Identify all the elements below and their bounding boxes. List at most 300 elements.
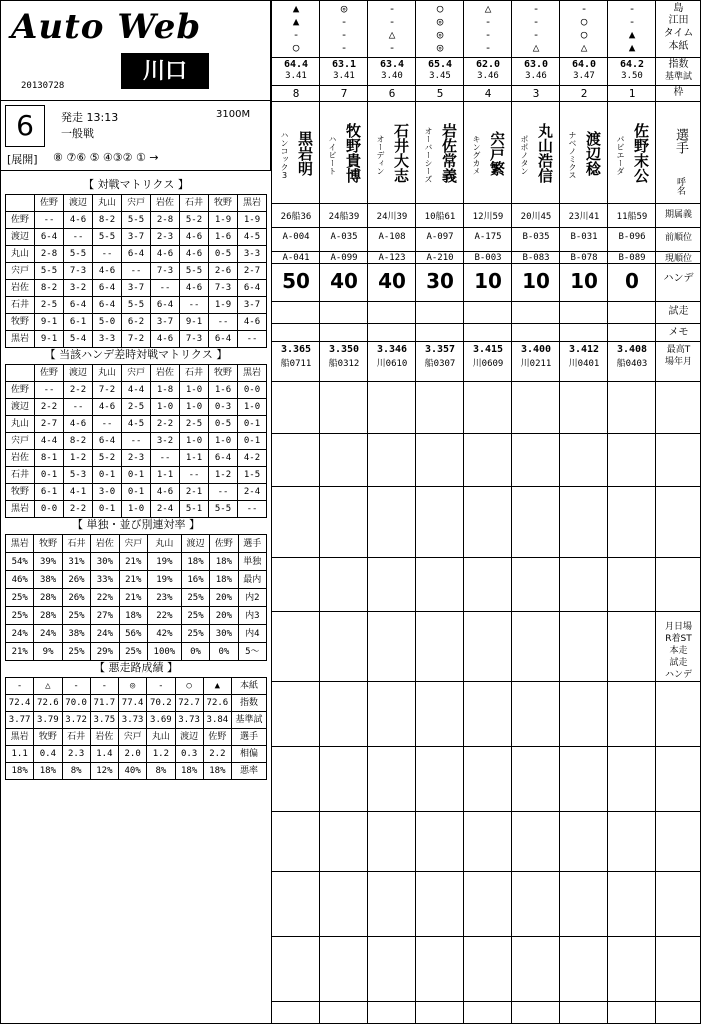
tenkai: ⑧ ⑦⑥ ⑤ ④③② ① → (53, 151, 159, 164)
rate-cell: 20% (210, 589, 238, 607)
bad-index: 指数 (232, 695, 267, 712)
prediction-mark: - (532, 28, 540, 41)
matrix-row (6, 467, 267, 484)
rate-col-header: 渡辺 (181, 535, 209, 553)
matrix-cell: -- (35, 382, 64, 399)
rate-cell: 内2 (238, 589, 266, 607)
waku-number: 1 (628, 87, 636, 100)
matrix-cell: 1-2 (209, 467, 238, 484)
prediction-mark: ▲ (628, 28, 636, 41)
matrix-row (6, 263, 267, 280)
now-rank: A-041 (282, 253, 310, 263)
rider-name: 佐野末公 (632, 123, 650, 183)
matrix-cell: 3-2 (151, 433, 180, 450)
matrix-cell: 0-1 (122, 467, 151, 484)
rate-cell: 28% (34, 589, 62, 607)
rate-cell: 25% (62, 643, 90, 661)
kisei: 24川39 (376, 212, 408, 222)
distance: 3100M (216, 109, 251, 120)
bad-rate: 18% (34, 763, 62, 780)
best-time: 3.412 (568, 344, 600, 355)
prediction-mark: △ (580, 41, 588, 54)
bad-sokan: 0.3 (175, 746, 203, 763)
matrix-cell: 3-7 (151, 314, 180, 331)
label-yobi: 呼名 (675, 177, 685, 195)
matrix-col-header: 岩佐 (151, 195, 180, 212)
matrix-row (6, 229, 267, 246)
rate-col-header: 佐野 (210, 535, 238, 553)
label-race-history: 本走 (669, 646, 688, 656)
venue-badge: 川口 (121, 53, 209, 89)
rate-cell: 28% (34, 607, 62, 625)
bad-rate: 18% (175, 763, 203, 780)
prediction-mark: - (340, 41, 348, 54)
rate-cell: 0% (181, 643, 209, 661)
rate-cell: 21% (6, 643, 34, 661)
bad-rate: 8% (62, 763, 90, 780)
matrix-header-row (6, 365, 267, 382)
rate-cell: 24% (34, 625, 62, 643)
handicap: 10 (570, 269, 598, 293)
prev-rank: A-108 (378, 232, 406, 242)
matrix-cell: 4-6 (180, 246, 209, 263)
rate-header-row (6, 535, 267, 553)
label-kijun: 基準試 (664, 72, 692, 82)
rate-cell: 21% (119, 553, 147, 571)
bad-base: 3.79 (34, 712, 62, 729)
index-value: 63.0 (523, 59, 549, 70)
rate-cell: 24% (91, 625, 119, 643)
waku-number: 5 (436, 87, 444, 100)
matrix-cell: 6-4 (93, 280, 122, 297)
kisei: 12川59 (472, 212, 504, 222)
rider-name: 黒岩明 (296, 130, 314, 176)
index-value: 64.4 (283, 59, 309, 70)
matrix-cell: 2-5 (122, 399, 151, 416)
matrix-cell: 5-4 (64, 331, 93, 348)
best-time: 3.415 (472, 344, 504, 355)
label-now: 現順位 (664, 254, 692, 264)
rider-column (320, 1, 368, 1023)
matrix-cell: 5-3 (64, 467, 93, 484)
matrix-cell: 5-0 (93, 314, 122, 331)
matrix-cell: -- (151, 280, 180, 297)
bad-sokan: 2.2 (203, 746, 231, 763)
rate-cell: 38% (62, 625, 90, 643)
handicap: 0 (625, 269, 639, 293)
label-best: 最高T (666, 345, 691, 355)
matrix-cell: -- (35, 212, 64, 229)
matrix-row-header: 石井 (6, 467, 35, 484)
matrix-cell: -- (238, 501, 267, 518)
label-shiso: 試走 (668, 306, 689, 317)
bad-track-title: 【 悪走路成績 】 (94, 661, 178, 674)
matrix-cell: -- (209, 484, 238, 501)
matrix-row (6, 280, 267, 297)
rider-column (272, 1, 320, 1023)
prediction-mark: - (580, 2, 588, 15)
matrix-cell: -- (64, 229, 93, 246)
matrix-cell: 2-8 (151, 212, 180, 229)
bad-index: 71.7 (90, 695, 118, 712)
rate-cell: 39% (34, 553, 62, 571)
rate-cell: 22% (91, 589, 119, 607)
bad-mark-row (6, 678, 267, 695)
prediction-mark: - (292, 28, 300, 41)
rate-row (6, 625, 267, 643)
matrix-row-header: 牧野 (6, 314, 35, 331)
prediction-mark: △ (484, 2, 492, 15)
prev-rank: A-097 (426, 232, 454, 242)
matrix-cell: 5-5 (64, 246, 93, 263)
matrix-cell: 1-0 (180, 382, 209, 399)
bad-sokan: 2.3 (62, 746, 90, 763)
matrix-col-header: 牧野 (209, 195, 238, 212)
matrix-cell: 4-6 (180, 280, 209, 297)
bad-name: 黒岩 (6, 729, 34, 746)
race-type: 一般戦 (61, 127, 94, 140)
best-date: 船0307 (424, 359, 456, 369)
matrix-row-header: 黒岩 (6, 331, 35, 348)
matrix-cell: 1-0 (122, 501, 151, 518)
matrix-cell: 8-2 (93, 212, 122, 229)
bad-index: 77.4 (119, 695, 147, 712)
rate-cell: 21% (119, 589, 147, 607)
bad-name: 岩佐 (90, 729, 118, 746)
prediction-mark: - (340, 15, 348, 28)
start-time: 発走 13:13 (61, 111, 119, 124)
matrix-cell: 0-1 (122, 484, 151, 501)
bad-base: 3.75 (90, 712, 118, 729)
base-time: 3.41 (285, 71, 307, 81)
rate-cell: 22% (147, 607, 181, 625)
matrix-col-header: 渡辺 (64, 365, 93, 382)
matrix-cell: 6-4 (64, 297, 93, 314)
matrix-cell: 5-5 (180, 263, 209, 280)
matrix-cell: 3-7 (238, 297, 267, 314)
prev-rank: A-175 (474, 232, 502, 242)
bad-name: 佐野 (203, 729, 231, 746)
prediction-mark: - (388, 15, 396, 28)
rate-cell: 25% (181, 607, 209, 625)
matrix-cell: 7-3 (180, 331, 209, 348)
handicap: 10 (522, 269, 550, 293)
matrix-cell: 0-3 (209, 399, 238, 416)
prev-rank: B-096 (618, 232, 646, 242)
matrix-cell: 2-2 (35, 399, 64, 416)
matrix-cell: 6-4 (93, 433, 122, 450)
matrix-col-header: 宍戸 (122, 195, 151, 212)
rate-cell: 19% (147, 553, 181, 571)
matrix-row (6, 297, 267, 314)
bad-name: 牧野 (34, 729, 62, 746)
matrix-cell: 4-6 (238, 314, 267, 331)
handicap: 50 (282, 269, 310, 293)
match-matrix-title: 【 対戦マトリクス 】 (83, 178, 189, 191)
tenkai-label: [展開] (7, 153, 38, 166)
rate-col-header: 選手 (238, 535, 266, 553)
best-date: 船0403 (616, 359, 648, 369)
matrix-cell: 2-7 (35, 416, 64, 433)
matrix-cell: -- (64, 399, 93, 416)
rate-row (6, 553, 267, 571)
bad-index: 70.2 (147, 695, 175, 712)
bad-mark: ○ (175, 678, 203, 695)
matrix-col-header: 宍戸 (122, 365, 151, 382)
matrix-cell: 8-2 (35, 280, 64, 297)
prediction-mark: - (484, 28, 492, 41)
matrix-row (6, 416, 267, 433)
bad-mark: ◎ (119, 678, 147, 695)
matrix-cell: 1-0 (180, 399, 209, 416)
label-best2: 場年月 (664, 357, 692, 367)
matrix-cell: 8-1 (35, 450, 64, 467)
prediction-mark: ▲ (292, 2, 300, 15)
matrix-cell: 0-1 (238, 433, 267, 450)
prediction-mark: - (340, 28, 348, 41)
now-rank: A-210 (426, 253, 454, 263)
bad-mark: - (90, 678, 118, 695)
matrix-cell: -- (180, 467, 209, 484)
label-waku: 枠 (673, 87, 684, 98)
bad-base: 3.77 (6, 712, 34, 729)
rate-cell: 25% (6, 589, 34, 607)
bad-base: 基準試 (232, 712, 267, 729)
matrix-cell: 0-1 (93, 501, 122, 518)
prediction-mark: ○ (580, 28, 588, 41)
matrix-cell: 2-4 (151, 501, 180, 518)
bad-rate: 12% (90, 763, 118, 780)
label-shisu: 指数 (668, 59, 689, 70)
index-value: 64.0 (571, 59, 597, 70)
matrix-cell: 4-6 (64, 416, 93, 433)
matrix-row-header: 宍戸 (6, 263, 35, 280)
label-race-history: 月日場 (664, 622, 692, 632)
rider-nickname: ナベノミクス (568, 131, 577, 179)
rate-cell: 18% (210, 571, 238, 589)
matrix-cell: 6-4 (151, 297, 180, 314)
matrix-row (6, 399, 267, 416)
bad-mark: - (147, 678, 175, 695)
matrix-cell: -- (151, 450, 180, 467)
matrix-cell: 0-0 (35, 501, 64, 518)
rate-cell: 30% (210, 625, 238, 643)
matrix-row-header: 黒岩 (6, 501, 35, 518)
matrix-cell: 4-6 (151, 484, 180, 501)
label-race-history: ハンデ (664, 670, 692, 680)
matrix-cell: 2-7 (238, 263, 267, 280)
matrix-cell: 0-5 (209, 416, 238, 433)
matrix-cell: 5-5 (35, 263, 64, 280)
matrix-cell: 6-4 (122, 246, 151, 263)
bad-rate: 悪率 (232, 763, 267, 780)
matrix-cell: -- (209, 314, 238, 331)
matrix-cell: 8-2 (64, 433, 93, 450)
bad-mark: 本紙 (232, 678, 267, 695)
now-rank: B-078 (570, 253, 598, 263)
matrix-cell: 2-5 (35, 297, 64, 314)
matrix-cell: 6-4 (238, 280, 267, 297)
matrix-cell: 2-1 (180, 484, 209, 501)
handi-matrix (5, 364, 267, 518)
matrix-corner (6, 195, 35, 212)
bad-sokan: 1.1 (6, 746, 34, 763)
base-time: 3.50 (621, 71, 643, 81)
rider-name: 岩佐常義 (440, 123, 458, 183)
matrix-cell: 7-2 (122, 331, 151, 348)
rate-cell: 20% (210, 607, 238, 625)
waku-number: 6 (388, 87, 396, 100)
label-shima: 島 (673, 3, 684, 14)
rate-cell: 26% (62, 589, 90, 607)
rider-column (512, 1, 560, 1023)
rate-cell: 42% (147, 625, 181, 643)
matrix-cell: 4-5 (238, 229, 267, 246)
matrix-cell: 2-3 (151, 229, 180, 246)
waku-number: 2 (580, 87, 588, 100)
waku-number: 7 (340, 87, 348, 100)
kisei: 23川41 (568, 212, 600, 222)
matrix-cell: 0-1 (238, 416, 267, 433)
prediction-mark: - (388, 2, 396, 15)
bad-mark: ▲ (203, 678, 231, 695)
handicap: 40 (330, 269, 358, 293)
handi-matrix-title: 【 当該ハンデ差時対戦マトリクス 】 (44, 348, 228, 361)
rate-cell: 25% (181, 589, 209, 607)
kisei: 24船39 (328, 212, 360, 222)
matrix-row (6, 484, 267, 501)
matrix-cell: 5-5 (122, 297, 151, 314)
rate-col-header: 牧野 (34, 535, 62, 553)
matrix-cell: 6-1 (64, 314, 93, 331)
rider-column (560, 1, 608, 1023)
matrix-cell: 4-6 (64, 212, 93, 229)
index-value: 63.1 (331, 59, 357, 70)
label-honshi: 本紙 (668, 41, 689, 52)
best-time: 3.365 (280, 344, 312, 355)
matrix-cell: 2-6 (209, 263, 238, 280)
matrix-cell: 6-4 (209, 331, 238, 348)
rate-cell: 18% (119, 607, 147, 625)
matrix-cell: 1-2 (64, 450, 93, 467)
best-date: 船0312 (328, 359, 360, 369)
rider-nickname: パビエーダ (616, 135, 625, 175)
matrix-cell: 0-0 (238, 382, 267, 399)
index-value: 65.4 (427, 59, 453, 70)
rate-cell: 内4 (238, 625, 266, 643)
rate-cell: 16% (181, 571, 209, 589)
matrix-cell: 2-3 (122, 450, 151, 467)
index-value: 64.2 (619, 59, 645, 70)
best-time: 3.357 (424, 344, 456, 355)
bad-base: 3.69 (147, 712, 175, 729)
bad-mark: - (62, 678, 90, 695)
waku-number: 3 (532, 87, 540, 100)
matrix-cell: 3-2 (64, 280, 93, 297)
rider-nickname: ポポノタン (520, 135, 529, 175)
rider-name: 牧野貴博 (344, 123, 362, 183)
bad-index: 70.0 (62, 695, 90, 712)
bad-name: 渡辺 (175, 729, 203, 746)
prediction-mark: ○ (292, 41, 300, 54)
matrix-cell: 1-1 (151, 467, 180, 484)
prediction-mark: △ (388, 28, 396, 41)
matrix-cell: 1-9 (209, 297, 238, 314)
prediction-mark: - (388, 41, 396, 54)
prediction-mark: - (628, 15, 636, 28)
kisei: 11船59 (616, 212, 648, 222)
matrix-col-header: 黒岩 (238, 365, 267, 382)
matrix-col-header: 渡辺 (64, 195, 93, 212)
rate-cell: 18% (210, 553, 238, 571)
bad-mark: - (6, 678, 34, 695)
bad-base: 3.84 (203, 712, 231, 729)
matrix-cell: 7-3 (64, 263, 93, 280)
matrix-cell: 9-1 (180, 314, 209, 331)
bad-sokan: 0.4 (34, 746, 62, 763)
bad-mark: △ (34, 678, 62, 695)
waku-number: 8 (292, 87, 300, 100)
matrix-cell: 4-6 (151, 246, 180, 263)
bad-index: 72.6 (203, 695, 231, 712)
rate-col-header: 宍戸 (119, 535, 147, 553)
bad-rate: 40% (119, 763, 147, 780)
rate-cell: 56% (119, 625, 147, 643)
match-matrix (5, 194, 267, 348)
rate-cell: 0% (210, 643, 238, 661)
matrix-cell: 6-4 (35, 229, 64, 246)
rate-row (6, 571, 267, 589)
matrix-cell: 4-6 (93, 399, 122, 416)
matrix-cell: 1-9 (238, 212, 267, 229)
matrix-row-header: 佐野 (6, 212, 35, 229)
matrix-col-header: 石井 (180, 195, 209, 212)
best-date: 川0401 (568, 359, 600, 369)
matrix-cell: 1-9 (209, 212, 238, 229)
matrix-cell: 5-5 (122, 212, 151, 229)
prediction-mark: - (484, 41, 492, 54)
matrix-row-header: 渡辺 (6, 229, 35, 246)
matrix-header-row (6, 195, 267, 212)
matrix-cell: 4-5 (122, 416, 151, 433)
prediction-mark: ◎ (436, 15, 444, 28)
label-eda: 江田 (668, 15, 689, 26)
bad-name: 宍戸 (119, 729, 147, 746)
best-date: 川0610 (376, 359, 408, 369)
rate-col-header: 黒岩 (6, 535, 34, 553)
matrix-cell: 6-1 (35, 484, 64, 501)
matrix-row-header: 牧野 (6, 484, 35, 501)
matrix-row-header: 佐野 (6, 382, 35, 399)
handicap: 10 (474, 269, 502, 293)
rate-cell: 24% (6, 625, 34, 643)
rider-name: 丸山浩信 (536, 123, 554, 183)
bad-base: 3.72 (62, 712, 90, 729)
base-time: 3.47 (573, 71, 595, 81)
matrix-cell: 2-2 (64, 501, 93, 518)
now-rank: A-099 (330, 253, 358, 263)
rate-cell: 最内 (238, 571, 266, 589)
handicap: 40 (378, 269, 406, 293)
rate-cell: 26% (62, 571, 90, 589)
bad-rate: 18% (6, 763, 34, 780)
matrix-cell: 9-1 (35, 331, 64, 348)
bad-name-row (6, 729, 267, 746)
now-rank: A-123 (378, 253, 406, 263)
prediction-mark: ▲ (292, 15, 300, 28)
bad-rate: 18% (203, 763, 231, 780)
matrix-cell: 4-6 (151, 331, 180, 348)
